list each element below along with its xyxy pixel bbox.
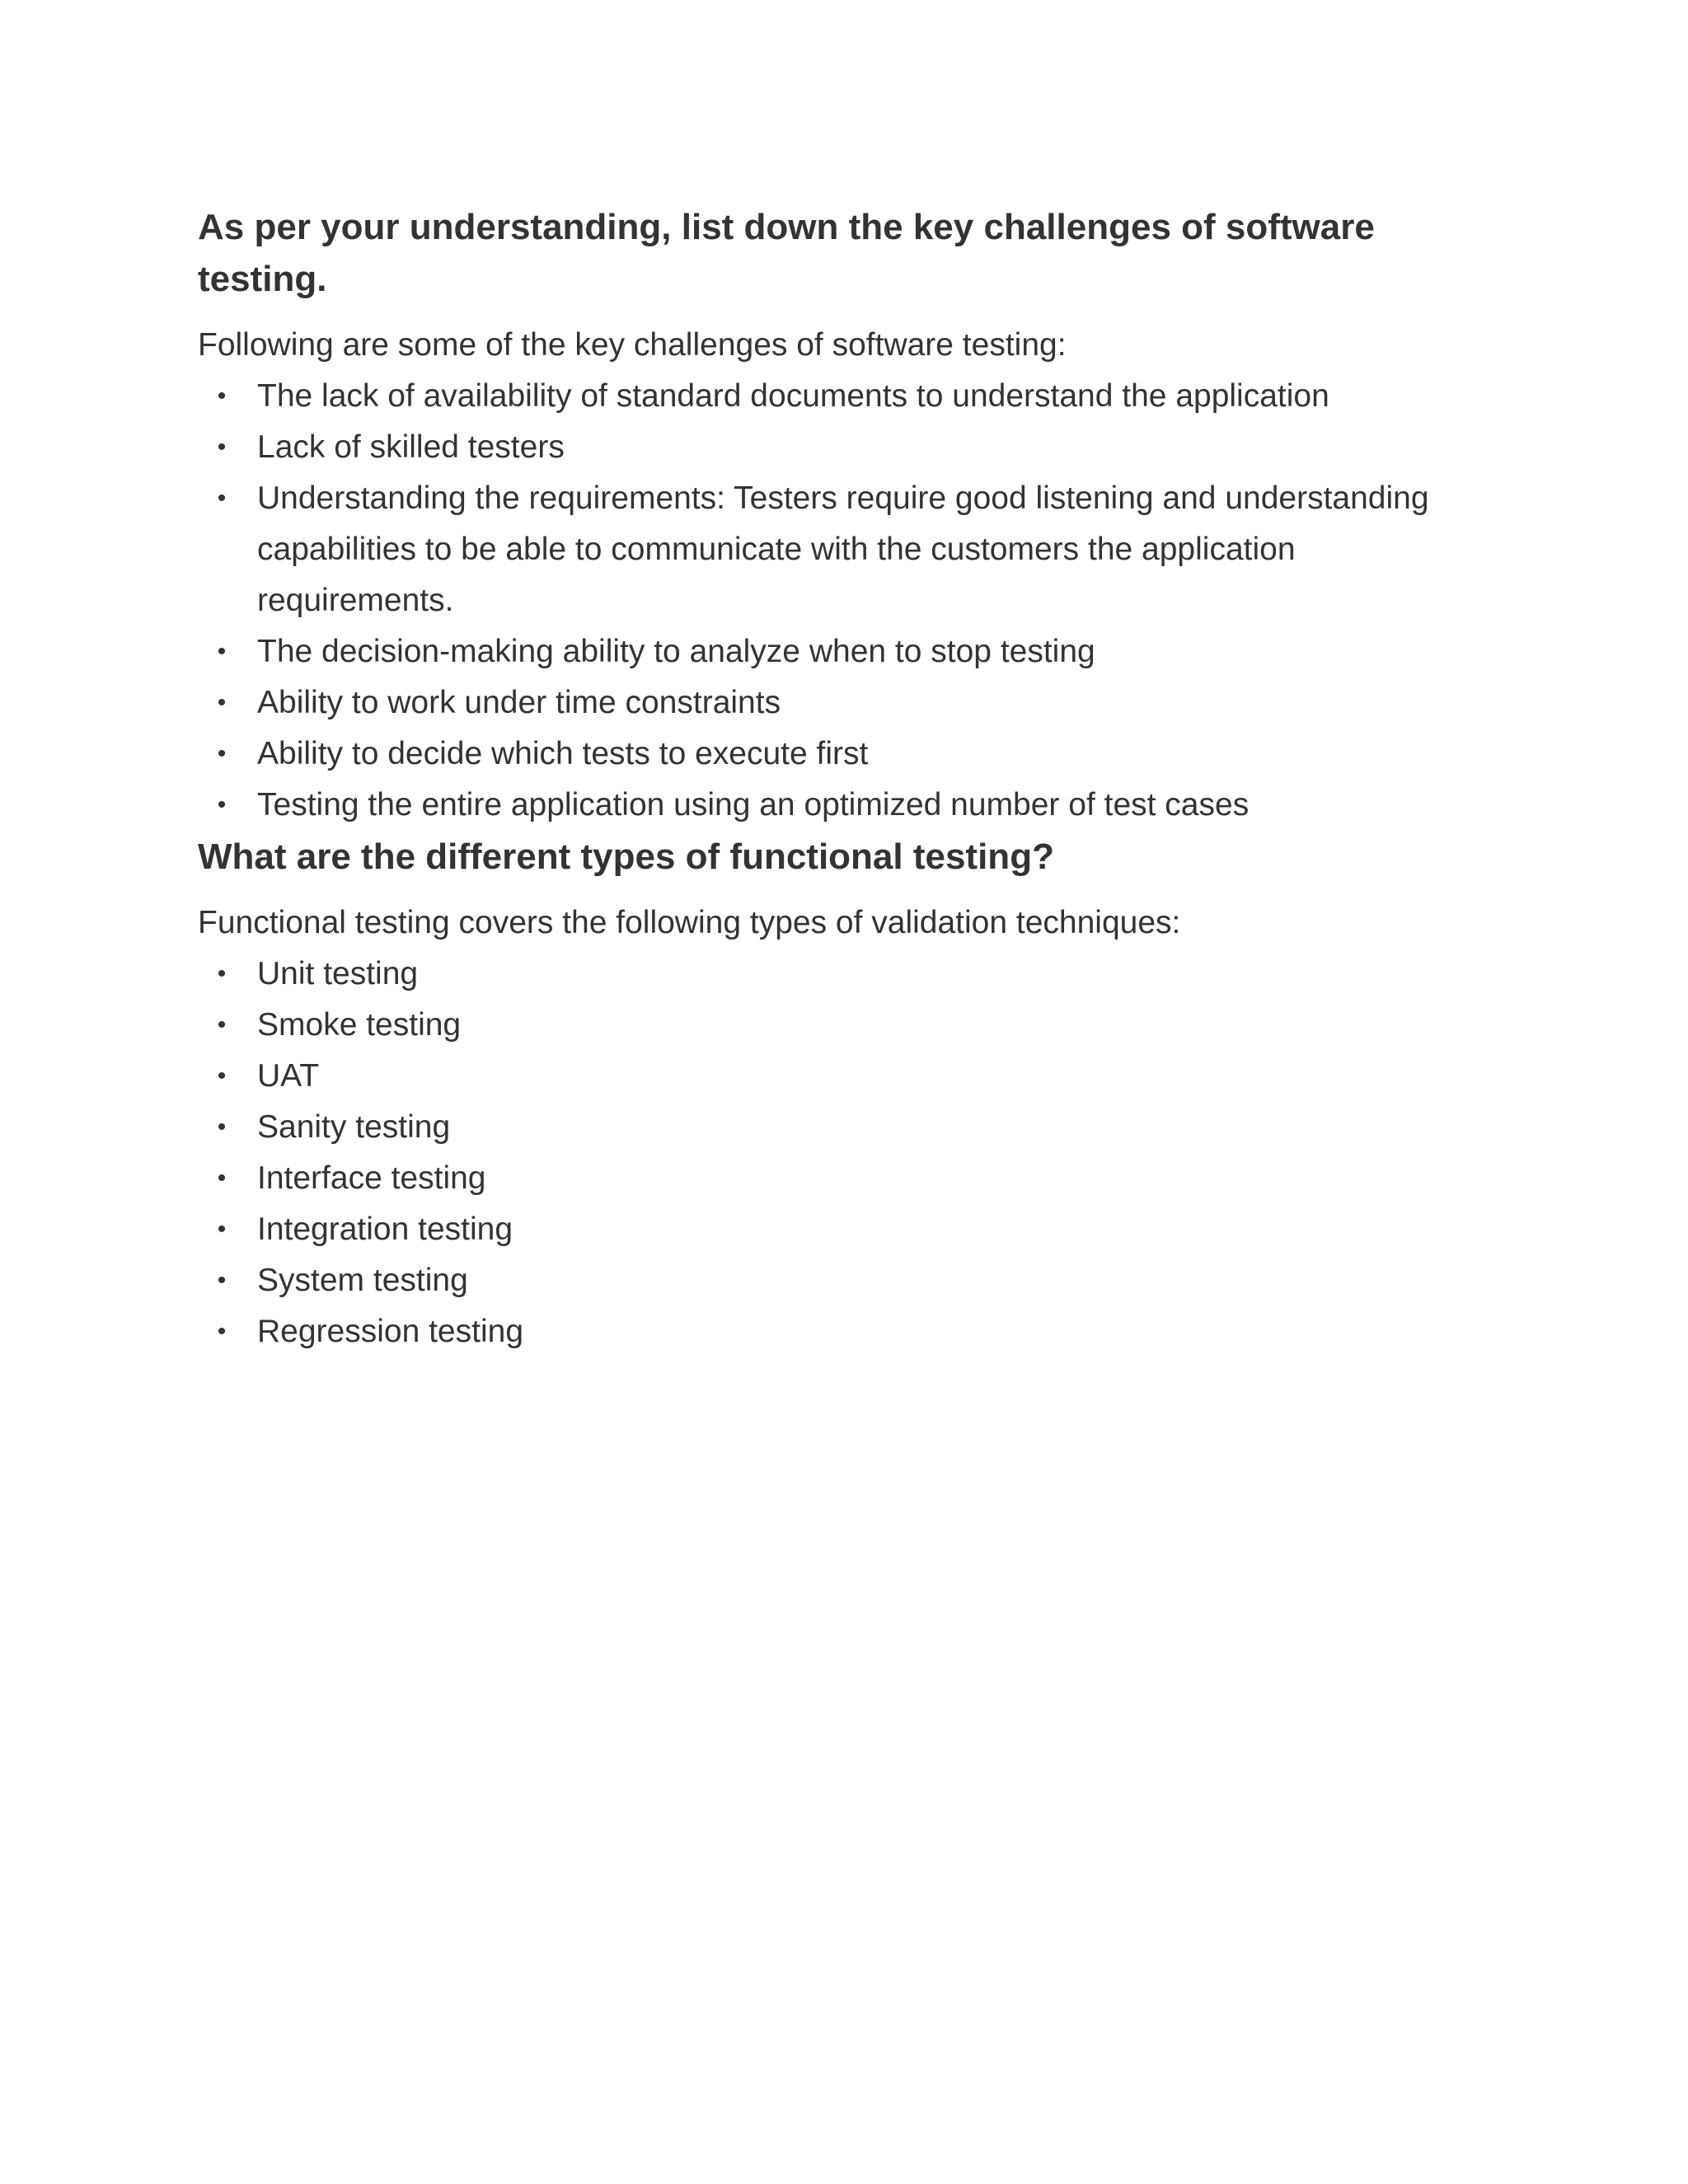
list-item-text: Unit testing: [257, 956, 419, 991]
list-item: [198, 626, 1484, 677]
bullet-icon: •: [217, 960, 227, 987]
list-item-text: Smoke testing: [257, 1007, 462, 1043]
list-item: [198, 1102, 1484, 1153]
list-item-text: Understanding the requirements: Testers require good listening and understanding capabilities to be able to communicate with the customers the application requirements.: [257, 480, 1429, 618]
list-item: [198, 677, 1484, 729]
list-item-text: The decision-making ability to analyze when to stop testing: [257, 634, 1095, 669]
list-item: [198, 371, 1484, 422]
bullet-icon: •: [217, 740, 227, 767]
list-item-text: Lack of skilled testers: [257, 429, 565, 465]
list-item: [198, 780, 1484, 831]
list-item-text: Testing the entire application using an optimized number of test cases: [257, 787, 1250, 823]
bullet-icon: •: [217, 1216, 227, 1243]
list-item: [198, 949, 1484, 1000]
list-item: [198, 729, 1484, 780]
bullet-icon: •: [217, 1318, 227, 1345]
bullet-icon: •: [217, 791, 227, 818]
list-item: [198, 422, 1484, 473]
list-item: [198, 1306, 1484, 1357]
list-item-text: Ability to work under time constraints: [257, 685, 781, 720]
bullet-icon: •: [217, 1267, 227, 1294]
list-item: [198, 1153, 1484, 1204]
section-intro-challenges: Following are some of the key challenges of software testing:: [198, 327, 1067, 363]
bullet-icon: •: [217, 485, 227, 512]
bullet-icon: •: [217, 1165, 227, 1192]
list-item-text: System testing: [257, 1263, 468, 1298]
document-content: [198, 201, 1484, 1357]
list-item: [198, 1204, 1484, 1255]
challenges-list: [198, 371, 1484, 831]
list-item: [198, 1000, 1484, 1051]
list-item: [198, 1255, 1484, 1306]
list-item-text: Regression testing: [257, 1314, 524, 1349]
list-item-text: Interface testing: [257, 1160, 486, 1196]
section-intro-functional-testing: Functional testing covers the following types of validation techniques:: [198, 905, 1181, 940]
list-item-text: The lack of availability of standard documents to understand the application: [257, 378, 1329, 414]
bullet-icon: •: [217, 638, 227, 665]
list-item: [198, 473, 1484, 626]
section-heading-challenges: As per your understanding, list down the key challenges of software testing.: [198, 207, 1375, 299]
list-item-text: Sanity testing: [257, 1109, 451, 1145]
list-item-text: Ability to decide which tests to execute first: [257, 736, 869, 771]
bullet-icon: •: [217, 689, 227, 716]
section-heading-functional-testing: What are the different types of functional testing?: [198, 837, 1054, 877]
list-item-text: Integration testing: [257, 1212, 513, 1247]
bullet-icon: •: [217, 382, 227, 410]
list-item: [198, 1051, 1484, 1102]
bullet-icon: •: [217, 1011, 227, 1038]
bullet-icon: •: [217, 1113, 227, 1141]
bullet-icon: •: [217, 1062, 227, 1090]
functional-testing-types-list: [198, 949, 1484, 1357]
bullet-icon: •: [217, 434, 227, 461]
list-item-text: UAT: [257, 1058, 320, 1094]
